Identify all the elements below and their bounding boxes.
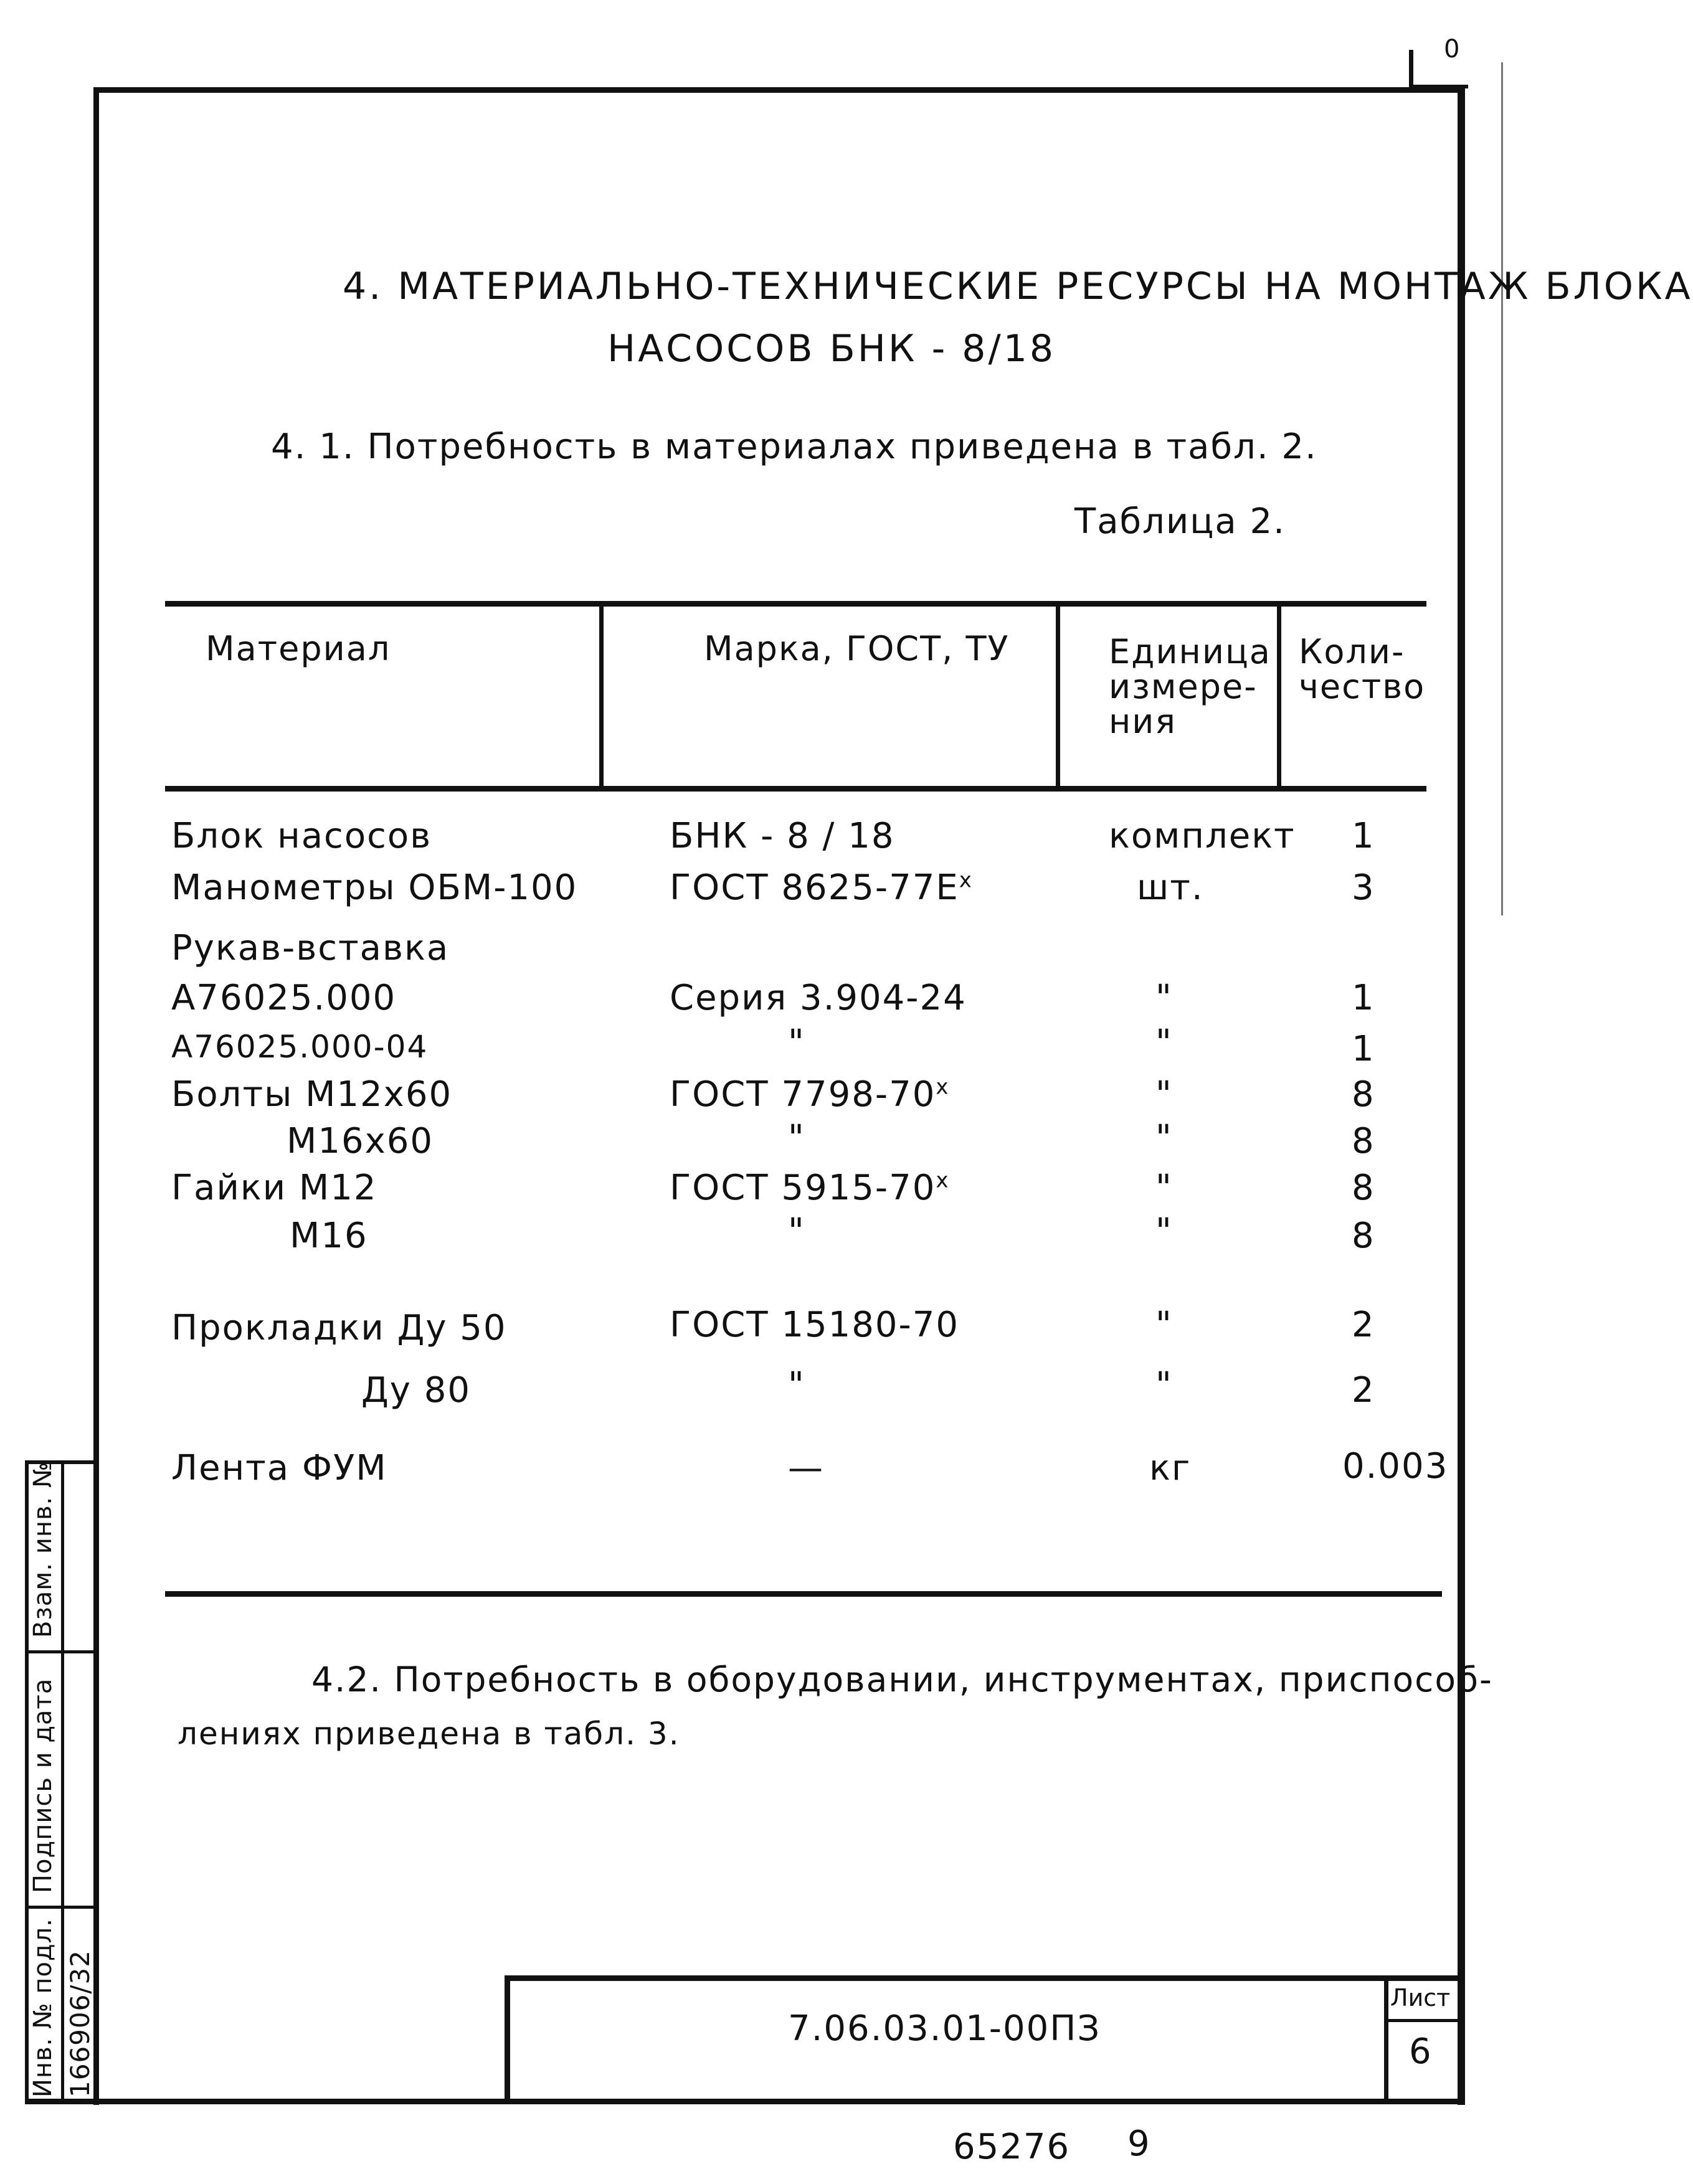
row-material: А76025.000-04	[171, 1029, 429, 1065]
col-header-unit-line2: измере-	[1109, 667, 1258, 706]
row-unit: "	[1155, 1074, 1173, 1115]
row-unit: "	[1155, 1023, 1173, 1063]
margin-sep-2	[25, 1906, 97, 1909]
row-grade: БНК - 8 / 18	[670, 816, 895, 856]
row-grade: "	[788, 1211, 805, 1252]
section-heading-line2: НАСОСОВ БНК - 8/18	[607, 327, 1056, 371]
corner-tick-bottom	[1409, 85, 1468, 88]
row-material: Рукав-вставка	[171, 928, 450, 968]
frame-right-line	[1458, 87, 1465, 2105]
col-header-qty-line1: Коли-	[1299, 632, 1405, 671]
row-unit: кг	[1149, 1448, 1192, 1488]
row-grade: ГОСТ 15180-70	[670, 1305, 959, 1345]
row-grade: ГОСТ $7798-70^х$	[670, 1074, 950, 1115]
row-material: М16х60	[287, 1121, 434, 1161]
row-grade: "	[788, 1365, 805, 1406]
row-unit: "	[1155, 1305, 1173, 1345]
row-material: Ду 80	[361, 1370, 471, 1411]
row-unit: "	[1155, 1168, 1173, 1208]
row-qty: 2	[1352, 1370, 1375, 1411]
table-col-divider-2	[1056, 601, 1060, 788]
col-header-unit-line1: Единица	[1109, 632, 1271, 671]
section-heading-line1: 4. МАТЕРИАЛЬНО-ТЕХНИЧЕСКИЕ РЕСУРСЫ НА МОНТАЖ БЛОКА	[343, 265, 1693, 308]
row-qty: 8	[1352, 1168, 1375, 1208]
row-material: М16	[290, 1216, 368, 1256]
row-material: Манометры ОБМ-100	[171, 867, 578, 908]
col-header-unit-line3: ния	[1109, 702, 1177, 741]
frame-bottom-line	[25, 2099, 1465, 2104]
frame-left-line	[93, 87, 99, 2105]
paragraph-4-2-line1: 4.2. Потребность в оборудовании, инструментах, приспособ-	[311, 1660, 1493, 1699]
col-header-material: Материал	[206, 629, 391, 668]
row-grade-footnote: х	[936, 1168, 950, 1193]
row-qty: 3	[1352, 867, 1375, 908]
row-unit: шт.	[1137, 867, 1204, 908]
table-bottom-rule	[165, 1591, 1442, 1597]
sheet-label: Лист	[1390, 1984, 1451, 2011]
table-col-divider-3	[1277, 601, 1281, 788]
row-qty: 2	[1352, 1305, 1375, 1345]
stamp-left-line	[505, 1975, 510, 2103]
margin-mid-line	[61, 1460, 64, 2104]
row-unit: "	[1155, 1118, 1173, 1158]
row-grade-footnote: х	[936, 1074, 950, 1100]
paragraph-4-2-line2: лениях приведена в табл. 3.	[178, 1716, 680, 1752]
table-header-bottom-rule	[165, 786, 1426, 792]
row-material: Лента ФУМ	[171, 1448, 387, 1488]
row-qty: 8	[1352, 1121, 1375, 1161]
row-unit: "	[1155, 1211, 1173, 1252]
margin-sep-1	[25, 1650, 97, 1653]
scan-edge-line	[1501, 62, 1503, 915]
corner-tick-left	[1409, 50, 1413, 90]
margin-inv-number: 166906/32	[65, 1950, 95, 2097]
margin-sign-label: Подпись и дата	[29, 1678, 57, 1893]
stamp-sheet-midline	[1384, 2019, 1459, 2022]
col-header-qty-line2: чество	[1299, 667, 1426, 706]
row-unit: "	[1155, 1365, 1173, 1406]
col-header-grade: Марка, ГОСТ, ТУ	[704, 629, 1010, 668]
row-qty: 1	[1352, 1029, 1375, 1069]
row-grade-footnote: х	[959, 867, 973, 893]
row-qty: 1	[1352, 816, 1375, 856]
row-grade: ГОСТ $8625-77Е^х$	[670, 867, 973, 908]
sheet-number: 6	[1409, 2031, 1433, 2072]
row-grade: Серия 3.904-24	[670, 978, 967, 1018]
row-grade: "	[788, 1023, 805, 1063]
table-caption: Таблица 2.	[1074, 501, 1286, 542]
row-grade: "	[788, 1118, 805, 1158]
table-col-divider-1	[599, 601, 604, 788]
row-unit: "	[1155, 978, 1173, 1018]
footer-number: 65276	[953, 2127, 1071, 2167]
footer-copy: 9	[1127, 2124, 1151, 2164]
table-top-rule	[165, 601, 1426, 607]
margin-replace-label: Взам. инв. №	[29, 1461, 57, 1638]
document-code: 7.06.03.01-00ПЗ	[788, 2008, 1101, 2049]
row-material: Гайки М12	[171, 1168, 377, 1208]
row-material: Прокладки Ду 50	[171, 1308, 507, 1348]
row-qty: 0.003	[1342, 1446, 1449, 1487]
corner-mark: 0	[1444, 35, 1461, 64]
row-unit: комплект	[1109, 816, 1296, 856]
frame-top-line	[93, 87, 1464, 93]
stamp-top-line	[505, 1975, 1461, 1981]
row-qty: 8	[1352, 1216, 1375, 1256]
stamp-sheet-divider	[1384, 1975, 1388, 2103]
row-qty: 1	[1352, 978, 1375, 1018]
row-material: Блок насосов	[171, 816, 432, 856]
row-qty: 8	[1352, 1074, 1375, 1115]
paragraph-4-1: 4. 1. Потребность в материалах приведена в табл. 2.	[271, 427, 1317, 467]
row-material: А76025.000	[171, 978, 397, 1018]
row-material: Болты М12х60	[171, 1074, 453, 1115]
margin-inv-label: Инв. № подл.	[29, 1918, 57, 2097]
row-grade: —	[788, 1448, 824, 1488]
row-grade: ГОСТ $5915-70^х$	[670, 1168, 950, 1208]
